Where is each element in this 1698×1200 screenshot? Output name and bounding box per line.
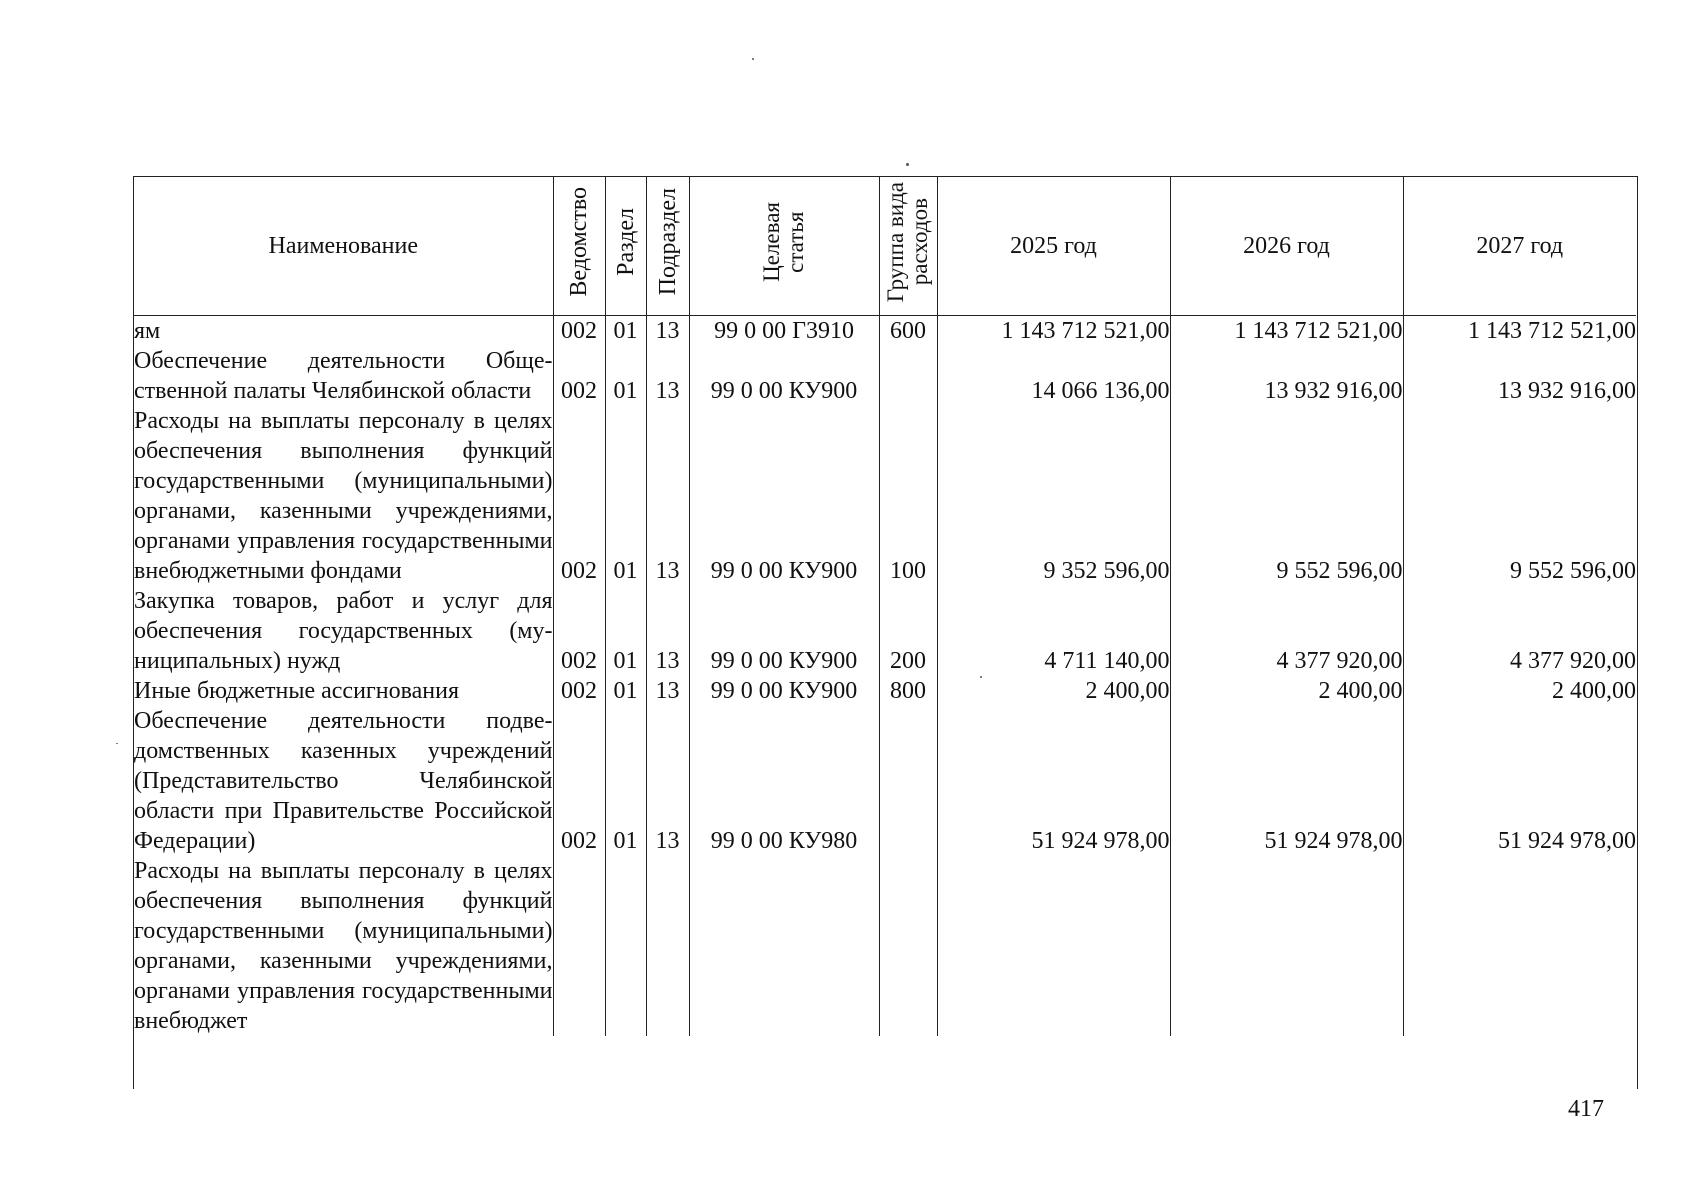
row-expense-group: 100 (879, 406, 937, 586)
header-expense-group (879, 177, 937, 316)
header-subsection-label: Подраздел (654, 188, 681, 296)
header-expense-group-label: Группа вида расходов (883, 181, 932, 303)
row-amount-2027: 2 400,00 (1403, 676, 1636, 706)
header-section-label: Раздел (612, 208, 639, 276)
row-amount-2027: 4 377 920,00 (1403, 586, 1636, 676)
row-amount-2026: 2 400,00 (1170, 676, 1403, 706)
budget-table-frame (133, 176, 1638, 1089)
row-amount-2026: 4 377 920,00 (1170, 586, 1403, 676)
scan-speck (906, 163, 909, 166)
row-amount-2026: 9 552 596,00 (1170, 406, 1403, 586)
header-target-article-label: Целевая статья (759, 202, 808, 282)
header-2026: 2026 год (1170, 177, 1403, 316)
row-target-article (689, 856, 879, 1036)
row-name: Расходы на выплаты персоналу в целях обеспечения выполнения функций государственными (муниципальными) органами, казенными учреждениями, органами управления государственными внебюджет (134, 858, 553, 1034)
row-department: 002 (553, 706, 605, 856)
table-row (134, 316, 1636, 347)
row-department: 002 (553, 676, 605, 706)
row-amount-2025: 14 066 136,00 (937, 346, 1170, 406)
row-department: 002 (553, 346, 605, 406)
row-name: Иные бюджетные ассигнования (134, 678, 459, 704)
row-name: Расходы на выплаты персоналу в целях обеспечения выполнения функций государственными (муниципальными) органами, казенными учреждениями, органами управления государственными внебюджетными фондами (134, 408, 553, 584)
row-amount-2025: 1 143 712 521,00 (937, 316, 1170, 347)
row-amount-2027: 9 552 596,00 (1403, 406, 1636, 586)
header-subsection (646, 177, 689, 316)
row-subsection: 13 (646, 346, 689, 406)
row-name: Обеспечение деятельности Общественной палаты Челябинской области (134, 348, 553, 404)
row-expense-group (879, 706, 937, 856)
row-target-article: 99 0 00 КУ900 (689, 586, 879, 676)
header-department-label: Ведомство (566, 187, 592, 297)
row-section: 01 (605, 586, 646, 676)
table-header-row (134, 177, 1636, 316)
row-department (553, 856, 605, 1036)
header-department (553, 177, 605, 316)
row-amount-2026: 13 932 916,00 (1170, 346, 1403, 406)
row-section: 01 (605, 676, 646, 706)
row-section: 01 (605, 706, 646, 856)
table-row (134, 706, 1636, 856)
row-subsection: 13 (646, 706, 689, 856)
header-section (605, 177, 646, 316)
scan-speck (116, 743, 118, 744)
header-target-article (689, 177, 879, 316)
row-expense-group (879, 856, 937, 1036)
scan-speck (752, 58, 754, 60)
table-row (134, 406, 1636, 586)
row-subsection: 13 (646, 406, 689, 586)
row-target-article: 99 0 00 КУ900 (689, 676, 879, 706)
row-section (605, 856, 646, 1036)
header-2027: 2027 год (1403, 177, 1636, 316)
table-row (134, 346, 1636, 406)
row-target-article: 99 0 00 КУ900 (689, 346, 879, 406)
header-2025: 2025 год (937, 177, 1170, 316)
header-name: Наименование (134, 177, 553, 316)
row-target-article: 99 0 00 КУ900 (689, 406, 879, 586)
row-amount-2027: 51 924 978,00 (1403, 706, 1636, 856)
row-amount-2025 (937, 856, 1170, 1036)
row-amount-2025: 51 924 978,00 (937, 706, 1170, 856)
row-section: 01 (605, 316, 646, 347)
row-amount-2025: 4 711 140,00 (937, 586, 1170, 676)
page-number: 417 (1568, 1096, 1604, 1122)
row-target-article: 99 0 00 Г3910 (689, 316, 879, 347)
row-name: Закупка товаров, работ и услуг для обеспечения государственных (муниципальных) нужд (134, 588, 553, 674)
row-section: 01 (605, 406, 646, 586)
table-row (134, 856, 1636, 1036)
row-department: 002 (553, 586, 605, 676)
row-department: 002 (553, 406, 605, 586)
row-subsection: 13 (646, 316, 689, 347)
row-department: 002 (553, 316, 605, 347)
table-row (134, 676, 1636, 706)
table-row (134, 586, 1636, 676)
row-amount-2025: 2 400,00 (937, 676, 1170, 706)
row-subsection (646, 856, 689, 1036)
row-name: ям (134, 318, 161, 344)
row-expense-group (879, 346, 937, 406)
row-subsection: 13 (646, 586, 689, 676)
row-amount-2026: 51 924 978,00 (1170, 706, 1403, 856)
row-amount-2027 (1403, 856, 1636, 1036)
row-amount-2026: 1 143 712 521,00 (1170, 316, 1403, 347)
row-expense-group: 200 (879, 586, 937, 676)
budget-table (134, 177, 1636, 1036)
row-target-article: 99 0 00 КУ980 (689, 706, 879, 856)
row-subsection: 13 (646, 676, 689, 706)
row-expense-group: 600 (879, 316, 937, 347)
row-expense-group: 800 (879, 676, 937, 706)
row-amount-2027: 1 143 712 521,00 (1403, 316, 1636, 347)
row-name: Обеспечение деятельности подведомственных казенных учреждений (Представительство Челябинской области при Правительстве Российской Федерации) (134, 708, 553, 854)
row-amount-2026 (1170, 856, 1403, 1036)
row-section: 01 (605, 346, 646, 406)
row-amount-2027: 13 932 916,00 (1403, 346, 1636, 406)
row-amount-2025: 9 352 596,00 (937, 406, 1170, 586)
